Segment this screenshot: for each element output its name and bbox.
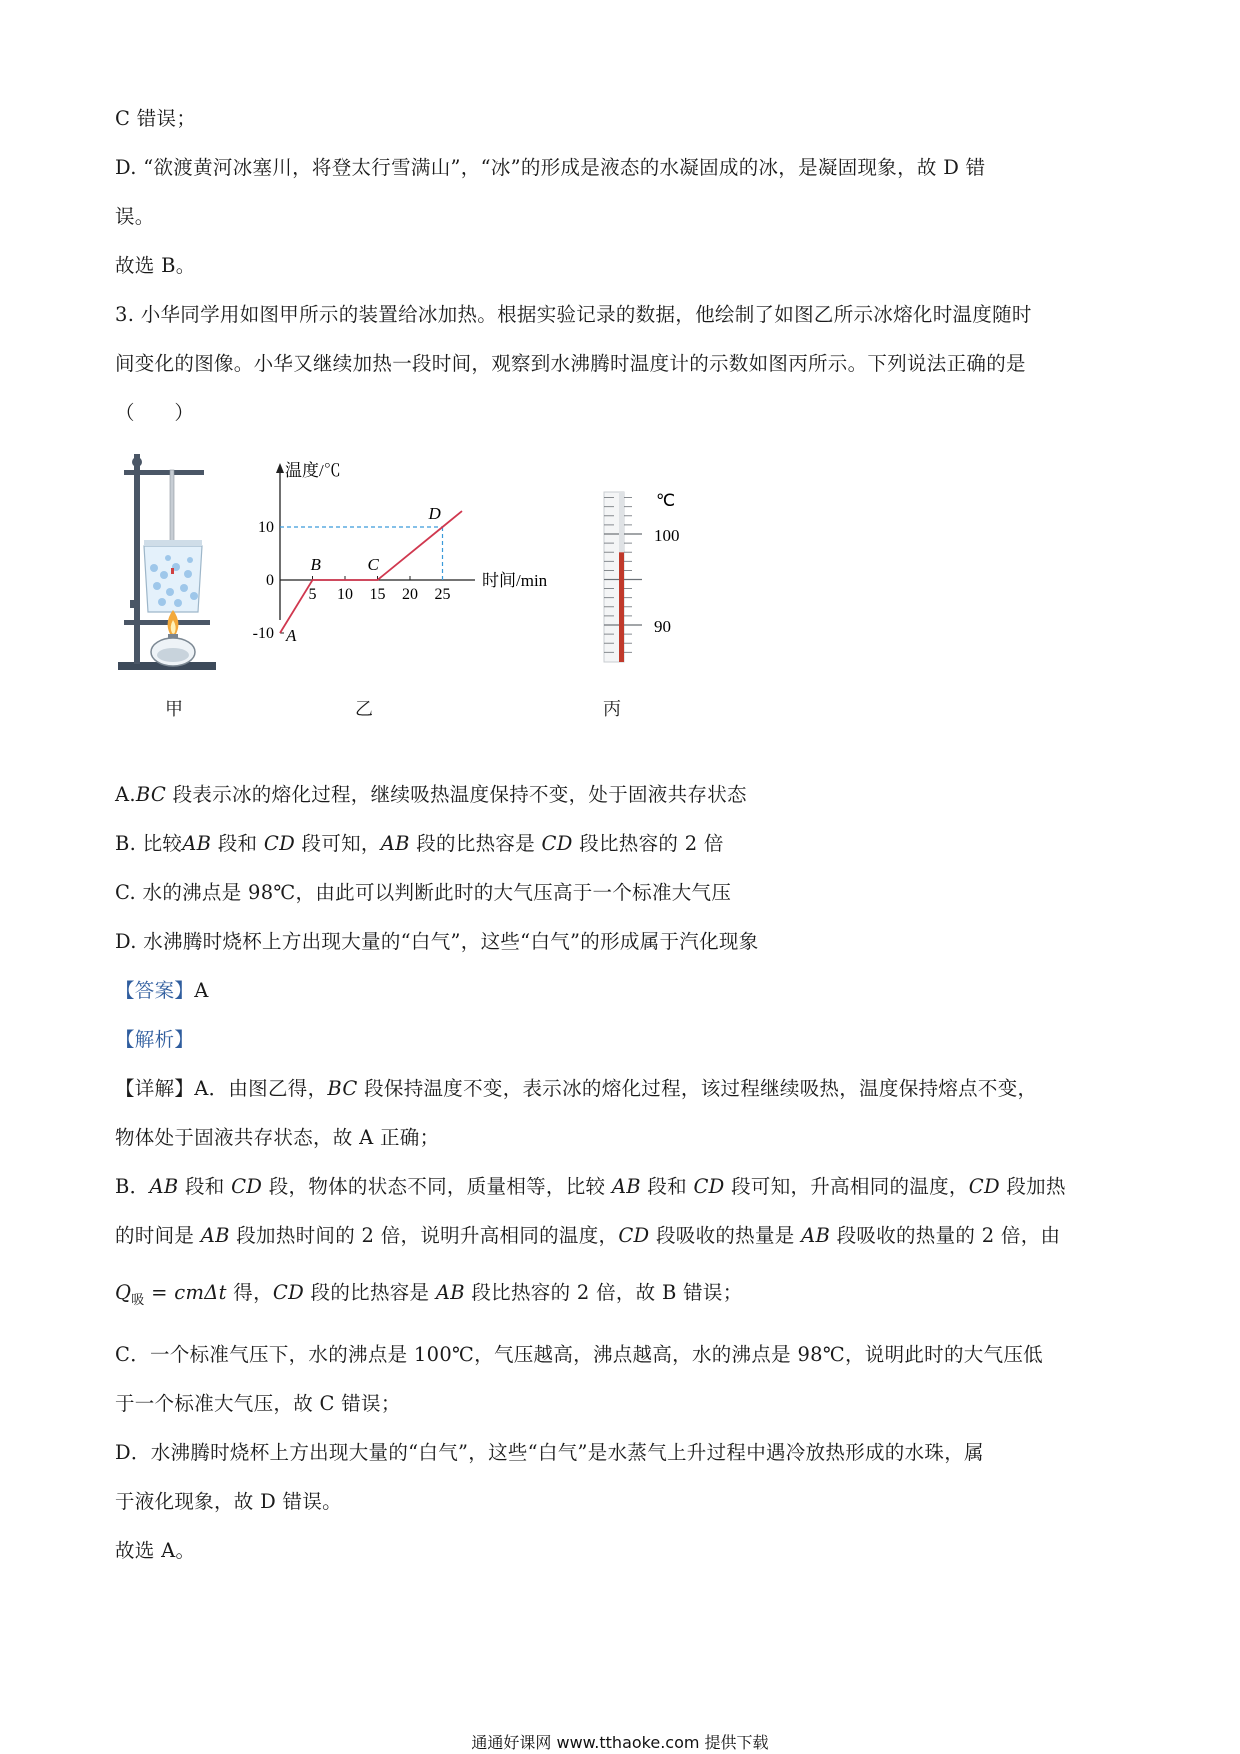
- footer-source: 通通好课网 www.tthaoke.com 提供下载: [471, 1733, 769, 1752]
- text-line: 误。: [115, 205, 155, 228]
- figure-caption-bing: 丙: [603, 699, 621, 720]
- question-bracket: （ ）: [115, 401, 195, 424]
- point-label-a: A: [286, 626, 297, 645]
- detail-c-line2: 于一个标准大气压，故 C 错误；: [115, 1392, 401, 1415]
- question-text: 3. 小华同学用如图甲所示的装置给冰加热。根据实验记录的数据，他绘制了如图乙所示冰熔化时温度随时: [115, 303, 1032, 326]
- detail-b-line3: $Q_吸 = cm\Delta t$ 得，CD 段的比热容是 AB 段比热容的 2 倍，故 B 错误；: [115, 1281, 743, 1308]
- detail-c-line1: C．一个标准气压下，水的沸点是 100℃，气压越高，沸点越高，水的沸点是 98℃，说明此时的大气压低: [115, 1343, 1043, 1366]
- point-label-b: B: [310, 555, 321, 574]
- x-tick-label: 10: [337, 586, 353, 603]
- detail-d-line1: D．水沸腾时烧杯上方出现大量的“白气”，这些“白气”是水蒸气上升过程中遇冷放热形成的水珠，属: [115, 1441, 984, 1464]
- option-c: C. 水的沸点是 98℃，由此可以判断此时的大气压高于一个标准大气压: [115, 881, 732, 904]
- y-axis-label: 温度/℃: [285, 461, 341, 480]
- y-axis-arrow: [276, 463, 284, 473]
- scale-label-100: 100: [654, 526, 680, 545]
- point-label-c: C: [367, 555, 379, 574]
- text-line: 故选 B。: [115, 254, 196, 277]
- detail-a-line2: 物体处于固液共存状态，故 A 正确；: [115, 1126, 440, 1149]
- answer-value: A: [194, 979, 209, 1002]
- point-label-d: D: [428, 504, 441, 523]
- final-answer: 故选 A。: [115, 1539, 196, 1562]
- answer-label: 【答案】: [115, 979, 195, 1002]
- answer-line: [115, 978, 209, 1004]
- text-line: D. “欲渡黄河冰塞川，将登太行雪满山”，“冰”的形成是液态的水凝固成的冰，是凝固现象，故 D 错: [115, 156, 986, 179]
- unit-label: ℃: [656, 491, 676, 510]
- x-tick-label: 20: [402, 586, 418, 603]
- thermometer-figure: [590, 480, 720, 680]
- formula-q: Q: [115, 1281, 132, 1304]
- empty-capillary: [619, 492, 624, 552]
- text-line: C 错误；: [115, 107, 197, 130]
- figure-caption-jia: 甲: [165, 699, 183, 720]
- stand-rod: [134, 454, 140, 664]
- detail-d-line2: 于液化现象，故 D 错误。: [115, 1490, 342, 1513]
- detail-b-line1: B．AB 段和 CD 段，物体的状态不同，质量相等，比较 AB 段和 CD 段可知，升高相同的温度，CD 段加热: [115, 1175, 1066, 1198]
- x-tick-label: 5: [308, 586, 317, 603]
- y-tick-label: 0: [266, 572, 274, 589]
- y-tick-label: 10: [258, 519, 274, 536]
- x-axis-label: 时间/min: [482, 571, 548, 590]
- x-tick-label: 25: [434, 586, 451, 603]
- figure-caption-yi: 乙: [355, 699, 373, 720]
- option-a: A.BC 段表示冰的熔化过程，继续吸热温度保持不变，处于固液共存状态: [115, 783, 747, 806]
- option-d: D. 水沸腾时烧杯上方出现大量的“白气”，这些“白气”的形成属于汽化现象: [115, 930, 759, 953]
- apparatus-figure: [110, 450, 220, 680]
- detail-a-line1: 【详解】A．由图乙得，BC 段保持温度不变，表示冰的熔化过程，该过程继续吸热，温度保持熔点不变，: [115, 1077, 1038, 1100]
- detail-b-line2: 的时间是 AB 段加热时间的 2 倍，说明升高相同的温度，CD 段吸收的热量是 AB 段吸收的热量的 2 倍，由: [115, 1224, 1061, 1247]
- option-b: B. 比较AB 段和 CD 段可知，AB 段的比热容是 CD 段比热容的 2 倍: [115, 832, 724, 855]
- question-text: 间变化的图像。小华又继续加热一段时间，观察到水沸腾时温度计的示数如图丙所示。下列说法正确的是: [115, 352, 1026, 375]
- y-tick-label: -10: [252, 625, 274, 642]
- x-tick-label: 15: [369, 586, 386, 603]
- formula: = cmΔt: [144, 1281, 227, 1304]
- scale-label-90: 90: [654, 617, 671, 636]
- analysis-label: 【解析】: [115, 1028, 195, 1051]
- mercury-column: [619, 552, 624, 662]
- temperature-time-chart: [240, 455, 590, 665]
